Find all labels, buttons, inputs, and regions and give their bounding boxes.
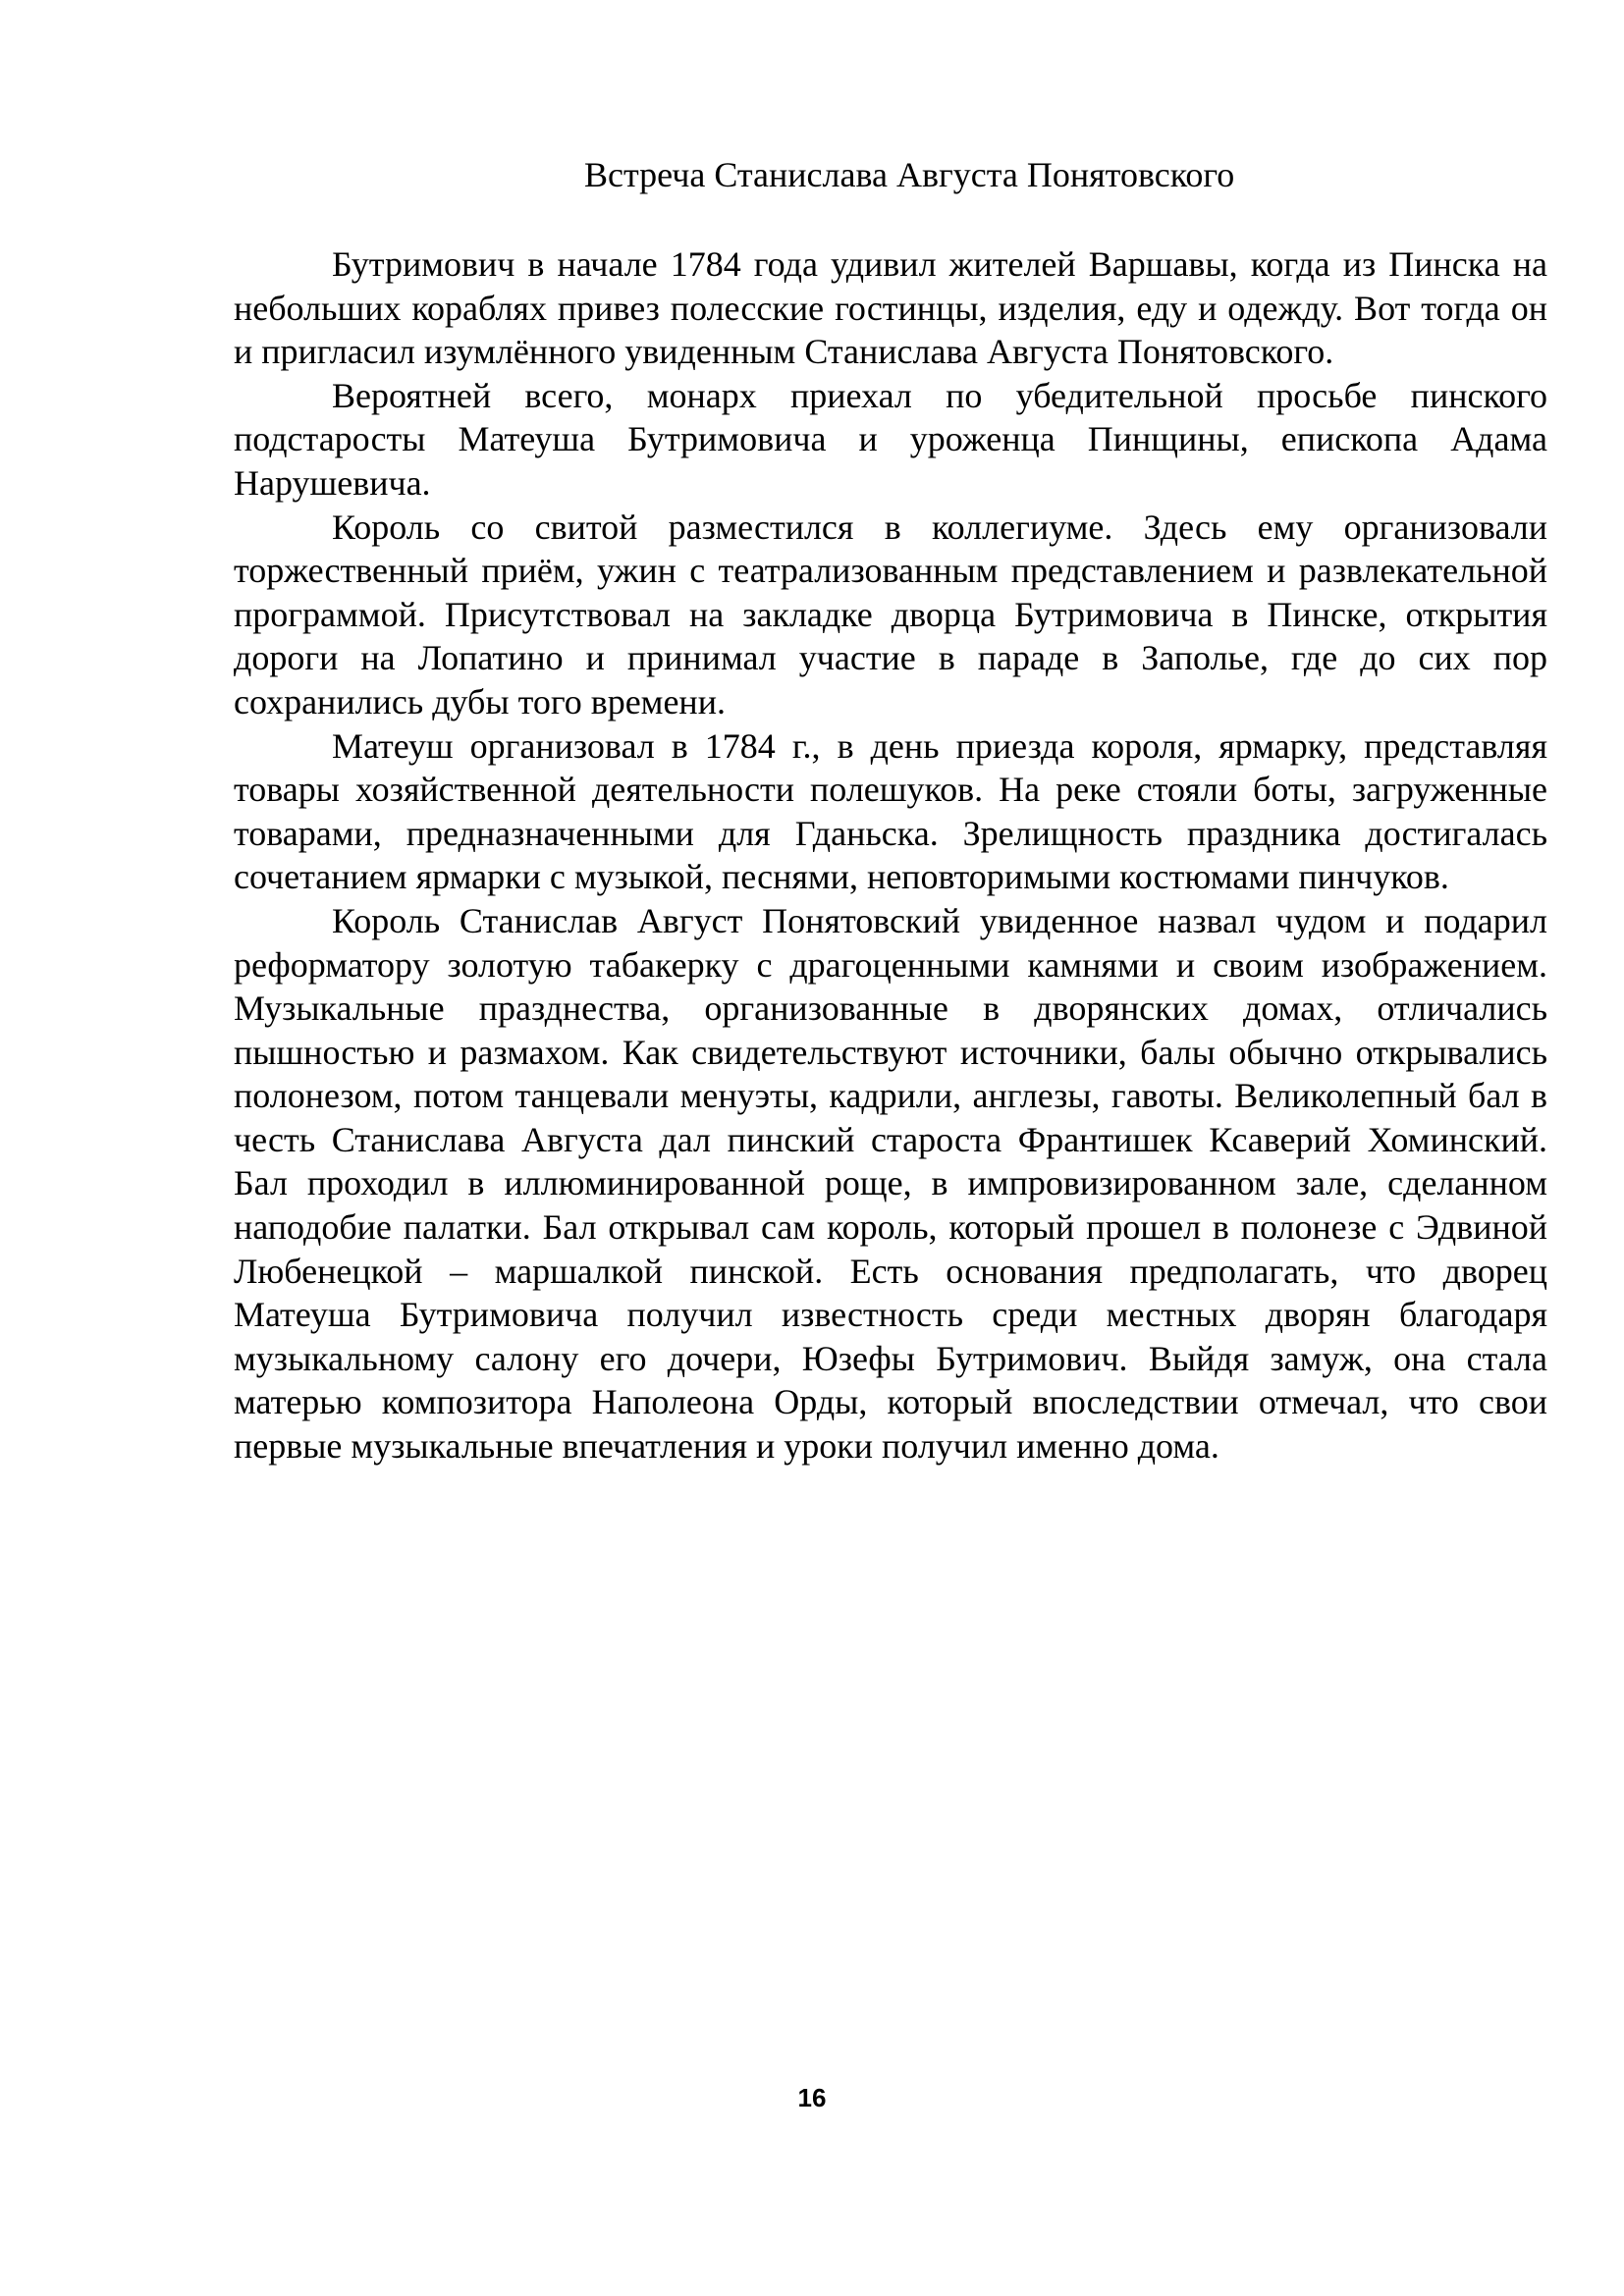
body-text — [234, 242, 1547, 1468]
paragraph-1: Бутримович в начале 1784 года удивил жителей Варшавы, когда из Пинска на небольших кораблях привез полесские гостинцы, изделия, еду и одежду. Вот тогда он и пригласил изумлённого увиденным Станислава Августа Понятовского. — [234, 244, 1547, 372]
paragraph-5: Король Станислав Август Понятовский увиденное назвал чудом и подарил реформатору золотую табакерку с драгоценными камнями и своим изображением. Музыкальные празднества, организованные в дворянских домах, отличались пышностью и размахом. Как свидетельствуют источники, балы обычно открывались полонезом, потом танцевали менуэты, кадрили, англезы, гавоты. Великолепный бал в честь Станислава Августа дал пинский староста Франтишек Ксаверий Хоминский. Бал проходил в иллюминированной роще, в импровизированном зале, сделанном наподобие палатки. Бал открывал сам король, который прошел в полонезе с Эдвиной Любенецкой – маршалкой пинской. Есть основания предполагать, что дворец Матеуша Бутримовича получил известность среди местных дворян благодаря музыкальному салону его дочери, Юзефы Бутримович. Выйдя замуж, она стала матерью композитора Наполеона Орды, который впоследствии отмечал, что свои первые музыкальные впечатления и уроки получил именно дома. — [234, 900, 1547, 1467]
page-number: 16 — [797, 2083, 827, 2112]
paragraph-3: Король со свитой разместился в коллегиуме. Здесь ему организовали торжественный приём, ужин с театрализованным представлением и развлекательной программой. Присутствовал на закладке дворца Бутримовича в Пинске, открытия дороги на Лопатино и принимал участие в параде в Заполье, где до сих пор сохранились дубы того времени. — [234, 507, 1547, 721]
paragraph-4: Матеуш организовал в 1784 г., в день приезда короля, ярмарку, представляя товары хозяйственной деятельности полешуков. На реке стояли боты, загруженные товарами, предназначенными для Гданьска. Зрелищность праздника достигалась сочетанием ярмарки с музыкой, песнями, неповторимыми костюмами пинчуков. — [234, 725, 1547, 897]
page-title: Встреча Станислава Августа Понятовского — [584, 155, 1235, 194]
paragraph-2: Вероятней всего, монарх приехал по убедительной просьбе пинского подстаросты Матеуша Бутримовича и уроженца Пинщины, епископа Адама Нарушевича. — [234, 375, 1547, 503]
